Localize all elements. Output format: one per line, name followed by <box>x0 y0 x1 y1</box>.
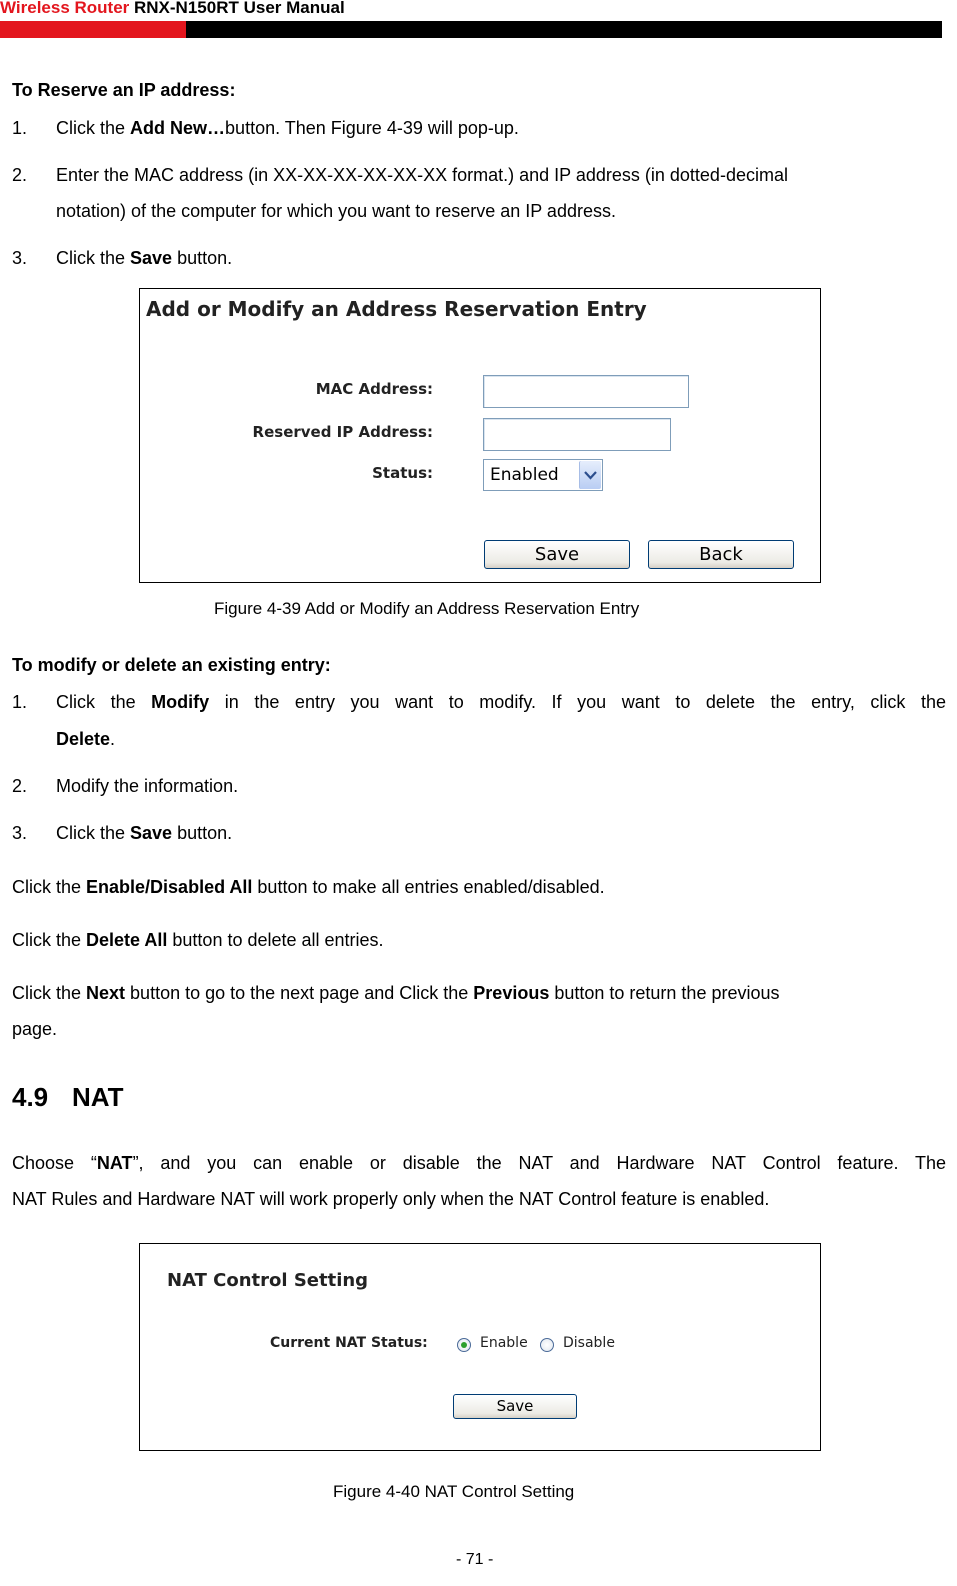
nat-form-title: NAT Control Setting <box>167 1270 369 1291</box>
enable-disable-all-paragraph <box>12 876 605 898</box>
nat-save-button[interactable]: Save <box>453 1394 577 1419</box>
reserve-step-3-number: 3. <box>12 248 28 268</box>
step-text: in the entry you want to modify. If you want to delete the entry, click the <box>209 692 946 712</box>
reserve-step-3 <box>56 247 232 269</box>
step-bold: Modify <box>151 692 210 712</box>
para-text: button to make all entries enabled/disabled. <box>252 877 605 897</box>
para-bold: NAT <box>96 1153 133 1173</box>
modify-step-3 <box>56 822 232 844</box>
step-bold: Save <box>130 248 173 268</box>
figure-39-caption: Figure 4-39 Add or Modify an Address Reservation Entry <box>214 599 640 618</box>
modify-step-2-number: 2. <box>12 776 28 796</box>
header-brand: Wireless Router <box>0 0 130 17</box>
radio-selected-dot <box>461 1342 467 1348</box>
back-button[interactable]: Back <box>648 540 794 569</box>
header-model: RNX-N150RT User Manual <box>129 0 345 17</box>
reserve-step-1-number: 1. <box>12 118 28 138</box>
modify-step-1-number: 1. <box>12 692 28 712</box>
para-bold: Next <box>86 983 126 1003</box>
nat-status-label: Current NAT Status: <box>270 1335 428 1351</box>
section-number: 4.9 <box>12 1082 49 1112</box>
figure-40-nat-control <box>139 1243 821 1451</box>
reserve-step-2-line1: Enter the MAC address (in XX-XX-XX-XX-XX-XX format.) and IP address (in dotted-decimal <box>56 165 788 185</box>
mac-address-input[interactable] <box>483 375 689 408</box>
reserve-step-1 <box>56 117 519 139</box>
step-text: Click the <box>56 692 152 712</box>
next-previous-paragraph <box>12 982 780 1004</box>
disable-label[interactable]: Disable <box>563 1335 615 1351</box>
step-text: Click the <box>56 823 131 843</box>
delete-all-paragraph <box>12 929 384 951</box>
nat-description-line1 <box>12 1152 946 1174</box>
modify-step-3-number: 3. <box>12 823 28 843</box>
step-bold: Add New… <box>130 118 226 138</box>
reserved-ip-input[interactable] <box>483 418 671 451</box>
para-text: button to return the previous <box>549 983 780 1003</box>
mac-address-label: MAC Address: <box>315 380 433 398</box>
next-previous-paragraph-line2: page. <box>12 1019 58 1039</box>
step-text: button. <box>172 823 233 843</box>
para-bold: Enable/Disabled All <box>86 877 253 897</box>
form-title: Add or Modify an Address Reservation Entry <box>146 297 647 321</box>
status-select-value: Enabled <box>490 465 559 485</box>
header-bar-black <box>186 21 942 38</box>
para-text: Choose “ <box>12 1153 97 1173</box>
figure-39-address-reservation <box>139 288 821 583</box>
step-text: Click the <box>56 118 131 138</box>
reserve-heading: To Reserve an IP address: <box>12 80 236 100</box>
header-bar-red <box>0 21 186 38</box>
step-bold: Save <box>130 823 173 843</box>
para-bold: Delete All <box>86 930 168 950</box>
para-text: Click the <box>12 983 87 1003</box>
modify-step-1-line2 <box>56 728 115 750</box>
step-text: button. Then Figure 4-39 will pop-up. <box>225 118 519 138</box>
reserve-step-2-line2: notation) of the computer for which you want to reserve an IP address. <box>56 201 616 221</box>
page-number: - 71 - <box>456 1551 494 1568</box>
reserved-ip-label: Reserved IP Address: <box>252 423 433 441</box>
para-text: button to delete all entries. <box>167 930 384 950</box>
document-header-title <box>0 0 345 18</box>
modify-step-1 <box>56 691 946 713</box>
enable-radio[interactable] <box>457 1338 471 1352</box>
status-label: Status: <box>372 464 433 482</box>
step-text: Click the <box>56 248 131 268</box>
disable-radio[interactable] <box>540 1338 554 1352</box>
section-title: NAT <box>72 1082 124 1112</box>
para-text: Click the <box>12 930 87 950</box>
para-bold: Previous <box>473 983 550 1003</box>
para-text: Click the <box>12 877 87 897</box>
step-text: button. <box>172 248 233 268</box>
enable-label[interactable]: Enable <box>480 1335 528 1351</box>
figure-40-caption: Figure 4-40 NAT Control Setting <box>333 1482 575 1501</box>
save-button[interactable]: Save <box>484 540 630 569</box>
step-bold: Delete <box>56 729 111 749</box>
reserve-step-2-number: 2. <box>12 165 28 185</box>
modify-heading: To modify or delete an existing entry: <box>12 655 331 675</box>
chevron-down-icon[interactable] <box>579 461 601 489</box>
para-text: button to go to the next page and Click the <box>125 983 474 1003</box>
para-text: ”, and you can enable or disable the NAT and Hardware NAT Control feature. The <box>132 1153 947 1173</box>
step-text: . <box>110 729 116 749</box>
modify-step-2: Modify the information. <box>56 776 239 796</box>
status-select[interactable] <box>483 459 603 491</box>
nat-description-line2: NAT Rules and Hardware NAT will work properly only when the NAT Control feature is enabled. <box>12 1189 770 1209</box>
